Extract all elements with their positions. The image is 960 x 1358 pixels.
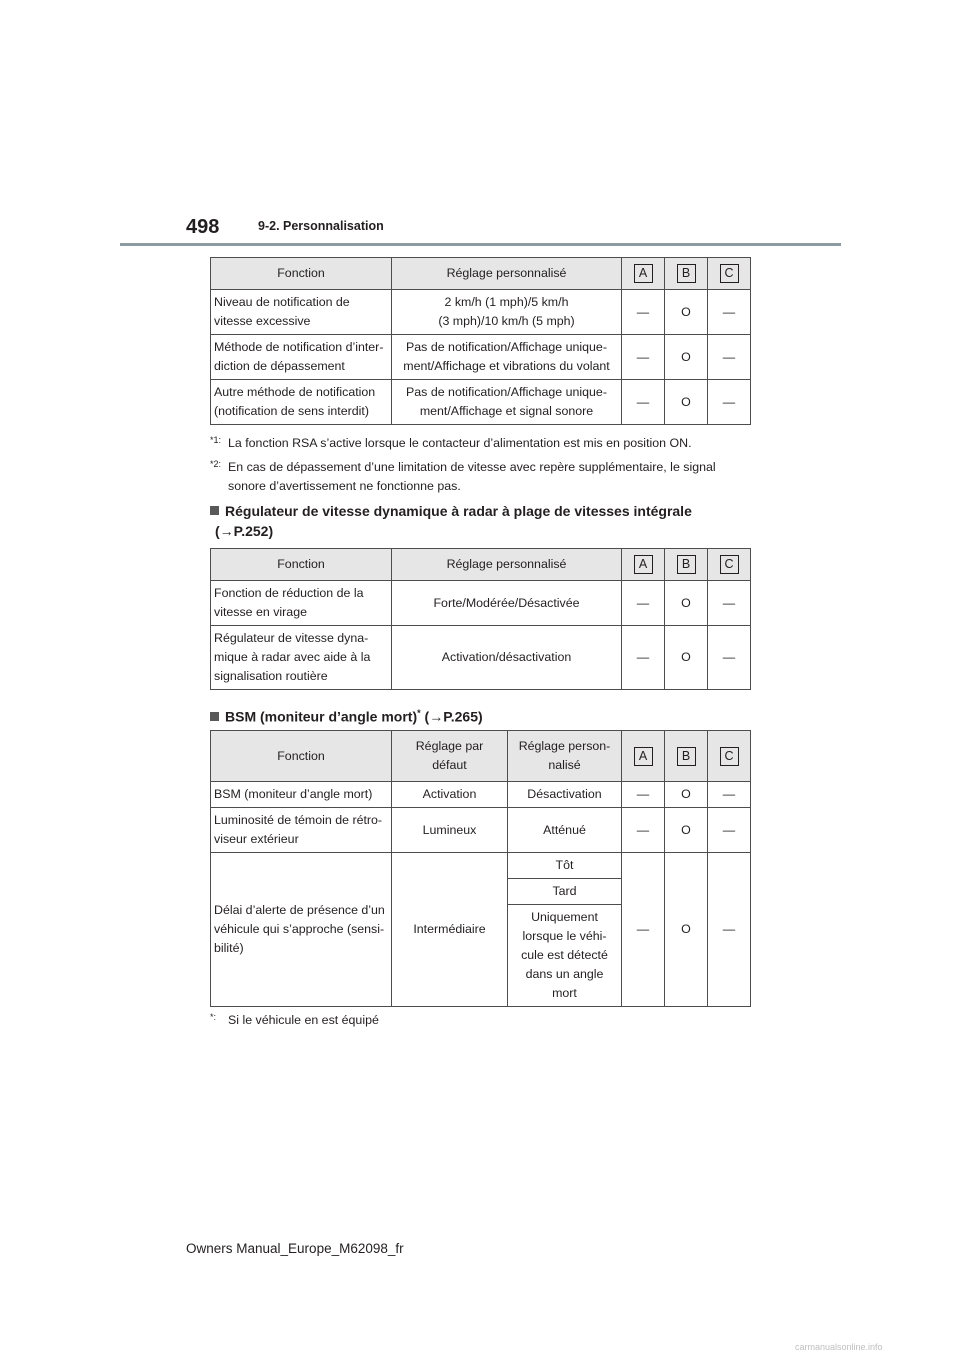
cell-a: — xyxy=(622,335,665,380)
section-title: 9-2. Personnalisation xyxy=(258,219,384,233)
header-c xyxy=(708,731,751,782)
header-rule xyxy=(120,243,841,246)
settings-table-3 xyxy=(210,730,751,1007)
settings-table-1 xyxy=(210,257,751,425)
footnote-text: sonore d’avertissement ne fonctionne pas. xyxy=(228,479,461,493)
cell-perso-option: Tôt xyxy=(508,853,622,879)
cell-reglage: Pas de notification/Affichage unique- ment/Affichage et signal sonore xyxy=(392,380,622,425)
cell-b: O xyxy=(665,290,708,335)
cell-fonction: Niveau de notification de vitesse excessive xyxy=(211,290,392,335)
letter-a-icon: A xyxy=(634,555,653,574)
cell-reglage: Forte/Modérée/Désactivée xyxy=(392,581,622,626)
table-header-row xyxy=(211,258,751,290)
cell-reglage: Activation/désactivation xyxy=(392,626,622,690)
header-reglage: Réglage personnalisé xyxy=(392,549,622,581)
cell-perso: Atténué xyxy=(508,808,622,853)
footnote-1 xyxy=(210,434,750,453)
table-header-row xyxy=(211,549,751,581)
cell-fonction: Régulateur de vitesse dyna- mique à radar avec aide à la signalisation routière xyxy=(211,626,392,690)
cell-c: — xyxy=(708,335,751,380)
header-c xyxy=(708,549,751,581)
header-perso: Réglage person- nalisé xyxy=(508,731,622,782)
cell-defaut: Lumineux xyxy=(392,808,508,853)
table-row xyxy=(211,290,751,335)
square-bullet-icon xyxy=(210,506,219,515)
page-number: 498 xyxy=(186,216,220,238)
cell-a: — xyxy=(622,626,665,690)
table-row xyxy=(211,782,751,808)
letter-b-icon: B xyxy=(677,747,696,766)
cell-perso-option: Uniquement lorsque le véhi- cule est détecté dans un angle mort xyxy=(508,905,622,1007)
letter-a-icon: A xyxy=(634,747,653,766)
table-row xyxy=(211,626,751,690)
cell-perso-option: Tard xyxy=(508,879,622,905)
cell-c: — xyxy=(708,808,751,853)
cell-a: — xyxy=(622,853,665,1007)
cell-c: — xyxy=(708,782,751,808)
header-a xyxy=(622,549,665,581)
table-row xyxy=(211,853,751,879)
footnote-mark: *2: xyxy=(210,459,222,469)
cell-a: — xyxy=(622,380,665,425)
header-defaut: Réglage par défaut xyxy=(392,731,508,782)
table-row xyxy=(211,808,751,853)
cell-fonction: Méthode de notification d’inter- diction de dépassement xyxy=(211,335,392,380)
footer-text: Owners Manual_Europe_M62098_fr xyxy=(186,1241,404,1256)
header-fonction: Fonction xyxy=(211,549,392,581)
cell-fonction: Luminosité de témoin de rétro- viseur extérieur xyxy=(211,808,392,853)
table-header-row xyxy=(211,731,751,782)
cell-c: — xyxy=(708,626,751,690)
cell-a: — xyxy=(622,581,665,626)
cell-reglage: Pas de notification/Affichage unique- ment/Affichage et vibrations du volant xyxy=(392,335,622,380)
cell-b: O xyxy=(665,626,708,690)
table-row xyxy=(211,380,751,425)
header-reglage: Réglage personnalisé xyxy=(392,258,622,290)
cell-b: O xyxy=(665,853,708,1007)
header-a xyxy=(622,258,665,290)
footnote-mark: *: xyxy=(210,1012,217,1022)
settings-table-2 xyxy=(210,548,751,690)
cell-b: O xyxy=(665,335,708,380)
header-b xyxy=(665,731,708,782)
cell-defaut: Intermédiaire xyxy=(392,853,508,1007)
cell-b: O xyxy=(665,808,708,853)
footnote-mark: *1: xyxy=(210,435,222,445)
cell-c: — xyxy=(708,380,751,425)
letter-c-icon: C xyxy=(720,264,739,283)
cell-fonction: BSM (moniteur d’angle mort) xyxy=(211,782,392,808)
footnote-text: La fonction RSA s’active lorsque le contacteur d’alimentation est mis en position ON. xyxy=(228,436,692,450)
section-heading-acc: Régulateur de vitesse dynamique à radar à plage de vitesses intégrale (→P.252) xyxy=(210,501,750,541)
cell-fonction: Délai d’alerte de présence d’un véhicule qui s’approche (sensi- bilité) xyxy=(211,853,392,1007)
footnote-3 xyxy=(210,1011,750,1030)
footnote-2 xyxy=(210,458,750,496)
table-row xyxy=(211,581,751,626)
section-heading-bsm: BSM (moniteur d’angle mort)* (→P.265) xyxy=(210,703,750,727)
cell-c: — xyxy=(708,290,751,335)
cell-b: O xyxy=(665,581,708,626)
cell-a: — xyxy=(622,808,665,853)
header-a xyxy=(622,731,665,782)
letter-c-icon: C xyxy=(720,747,739,766)
header-fonction: Fonction xyxy=(211,258,392,290)
footnote-text: En cas de dépassement d’une limitation de vitesse avec repère supplémentaire, le signal xyxy=(228,460,716,474)
letter-a-icon: A xyxy=(634,264,653,283)
cell-reglage: 2 km/h (1 mph)/5 km/h (3 mph)/10 km/h (5 mph) xyxy=(392,290,622,335)
header-c xyxy=(708,258,751,290)
header-fonction: Fonction xyxy=(211,731,392,782)
cell-fonction: Fonction de réduction de la vitesse en virage xyxy=(211,581,392,626)
cell-a: — xyxy=(622,782,665,808)
cell-c: — xyxy=(708,581,751,626)
table-row xyxy=(211,335,751,380)
square-bullet-icon xyxy=(210,712,219,721)
cell-fonction: Autre méthode de notification (notification de sens interdit) xyxy=(211,380,392,425)
cell-a: — xyxy=(622,290,665,335)
cell-b: O xyxy=(665,782,708,808)
cell-defaut: Activation xyxy=(392,782,508,808)
cell-c: — xyxy=(708,853,751,1007)
watermark: carmanualsonline.info xyxy=(795,1342,883,1352)
letter-c-icon: C xyxy=(720,555,739,574)
letter-b-icon: B xyxy=(677,264,696,283)
header-b xyxy=(665,258,708,290)
cell-perso: Désactivation xyxy=(508,782,622,808)
cell-b: O xyxy=(665,380,708,425)
header-b xyxy=(665,549,708,581)
letter-b-icon: B xyxy=(677,555,696,574)
footnote-text: Si le véhicule en est équipé xyxy=(228,1013,379,1027)
